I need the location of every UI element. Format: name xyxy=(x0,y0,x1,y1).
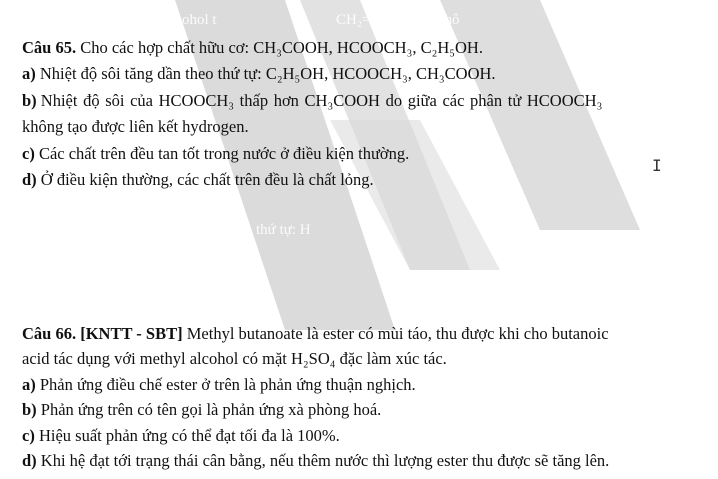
watermark-text-fragment: tan xyxy=(236,274,255,290)
q66-stem-text: acid tác dụng với methyl alcohol có mặt H₂SO₄ đặc làm xúc tác. xyxy=(22,349,447,368)
q65-compounds: CH₃COOH, HCOOCH₃, C₂H₅OH. xyxy=(253,38,483,57)
option-text: Khi hệ đạt tới trạng thái cân bằng, nếu thêm nước thì lượng ester thu được sẽ tăng lên. xyxy=(40,451,610,470)
watermark-text-fragment: thứ tự: H xyxy=(256,222,311,238)
q65-title: Câu 65. xyxy=(22,38,77,57)
q65-option-d xyxy=(22,170,374,190)
q66-option-c xyxy=(22,426,340,446)
watermark-text-fragment: khô xyxy=(437,12,460,28)
option-label: a) xyxy=(22,375,36,394)
q66-stem-text: Methyl butanoate là ester có mùi táo, thu được khi cho butanoic xyxy=(186,324,609,343)
option-text: Các chất trên đều tan tốt trong nước ở điều kiện thường. xyxy=(38,144,410,163)
watermark-text-fragment: CH₂=C xyxy=(336,12,381,28)
option-text: Hiệu suất phản ứng có thể đạt tối đa là 100%. xyxy=(38,426,340,445)
q66-title: Câu 66. [KNTT - SBT] xyxy=(22,324,183,343)
option-text: không tạo được liên kết hydrogen. xyxy=(22,117,249,136)
option-label: a) xyxy=(22,64,36,83)
q66-stem xyxy=(22,324,609,344)
q65-option-b-continued xyxy=(22,117,249,137)
q66-option-b xyxy=(22,400,381,420)
q65-option-b xyxy=(22,91,698,111)
option-label: c) xyxy=(22,426,35,445)
watermark-text-fragment: i tan xyxy=(176,222,203,238)
option-text: Ở điều kiện thường, các chất trên đều là chất lỏng. xyxy=(40,170,374,189)
q65-option-a xyxy=(22,64,496,84)
option-text: Phản ứng điều chế ester ở trên là phản ứng thuận nghịch. xyxy=(39,375,416,394)
option-text: Nhiệt độ sôi của HCOOCH₃ thấp hơn CH₃COOH do giữa các phân tử HCOOCH₃ xyxy=(40,91,603,110)
q65-option-c xyxy=(22,144,409,164)
option-label: b) xyxy=(22,400,37,419)
watermark-text-fragment: ohol t xyxy=(182,12,217,28)
option-text: Phản ứng trên có tên gọi là phản ứng xà phòng hoá. xyxy=(40,400,382,419)
option-label: c) xyxy=(22,144,35,163)
watermark-stroke-right xyxy=(440,0,640,230)
text-cursor-icon: I xyxy=(652,156,662,175)
option-label: b) xyxy=(22,91,37,110)
option-text: Nhiệt độ sôi tăng dần theo thứ tự: C₂H₅OH, HCOOCH₃, CH₃COOH. xyxy=(39,64,496,83)
q66-option-d xyxy=(22,451,609,471)
q66-stem-continued xyxy=(22,349,447,369)
option-label: d) xyxy=(22,451,37,470)
q66-option-a xyxy=(22,375,416,395)
q65-stem xyxy=(22,38,483,58)
q65-stem-text: Cho các hợp chất hữu cơ: xyxy=(80,38,250,57)
option-label: d) xyxy=(22,170,37,189)
